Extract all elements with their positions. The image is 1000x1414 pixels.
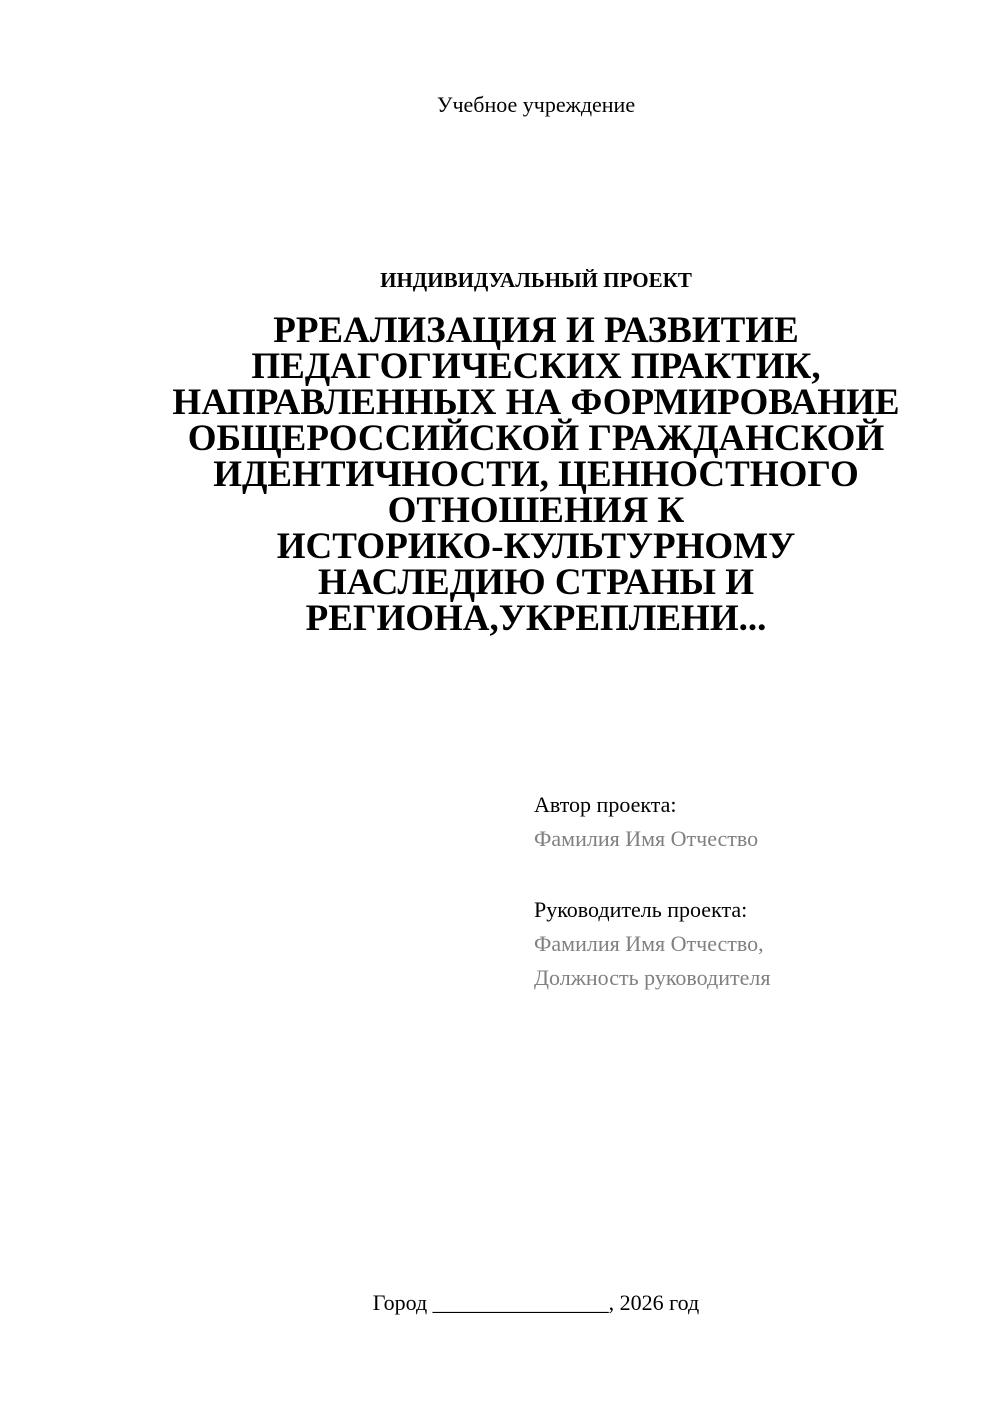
institution-name: Учебное учреждение [436, 92, 636, 117]
city-blank: ________________ [432, 1290, 609, 1315]
title-line: ПЕДАГОГИЧЕСКИХ ПРАКТИК, [251, 346, 821, 387]
project-title [120, 310, 952, 639]
title-line: ОТНОШЕНИЯ К [387, 490, 685, 531]
supervisor-label: Руководитель проекта: [534, 897, 748, 922]
supervisor-position: Должность руководителя [534, 965, 771, 990]
author-label: Автор проекта: [534, 792, 677, 817]
title-line: НАПРАВЛЕННЫХ НА ФОРМИРОВАНИЕ [172, 382, 900, 423]
title-line: ИДЕНТИЧНОСТИ, ЦЕННОСТНОГО [213, 454, 859, 495]
author-name: Фамилия Имя Отчество [534, 826, 759, 851]
title-line: РЕГИОНА,УКРЕПЛЕНИ... [305, 598, 767, 639]
project-type: ИНДИВИДУАЛЬНЫЙ ПРОЕКТ [380, 268, 692, 292]
title-line: НАСЛЕДИЮ СТРАНЫ И [318, 562, 754, 603]
title-line: ОБЩЕРОССИЙСКОЙ ГРАЖДАНСКОЙ [187, 418, 885, 459]
footer-city-year [0, 1290, 1000, 1316]
author-block [534, 788, 758, 856]
supervisor-block [534, 893, 770, 995]
supervisor-name: Фамилия Имя Отчество, [534, 931, 764, 956]
city-label: Город [372, 1290, 428, 1315]
title-line: ИСТОРИКО-КУЛЬТУРНОМУ [276, 526, 796, 567]
title-line: РРЕАЛИЗАЦИЯ И РАЗВИТИЕ [273, 310, 799, 351]
year-text: , 2026 год [608, 1290, 700, 1315]
